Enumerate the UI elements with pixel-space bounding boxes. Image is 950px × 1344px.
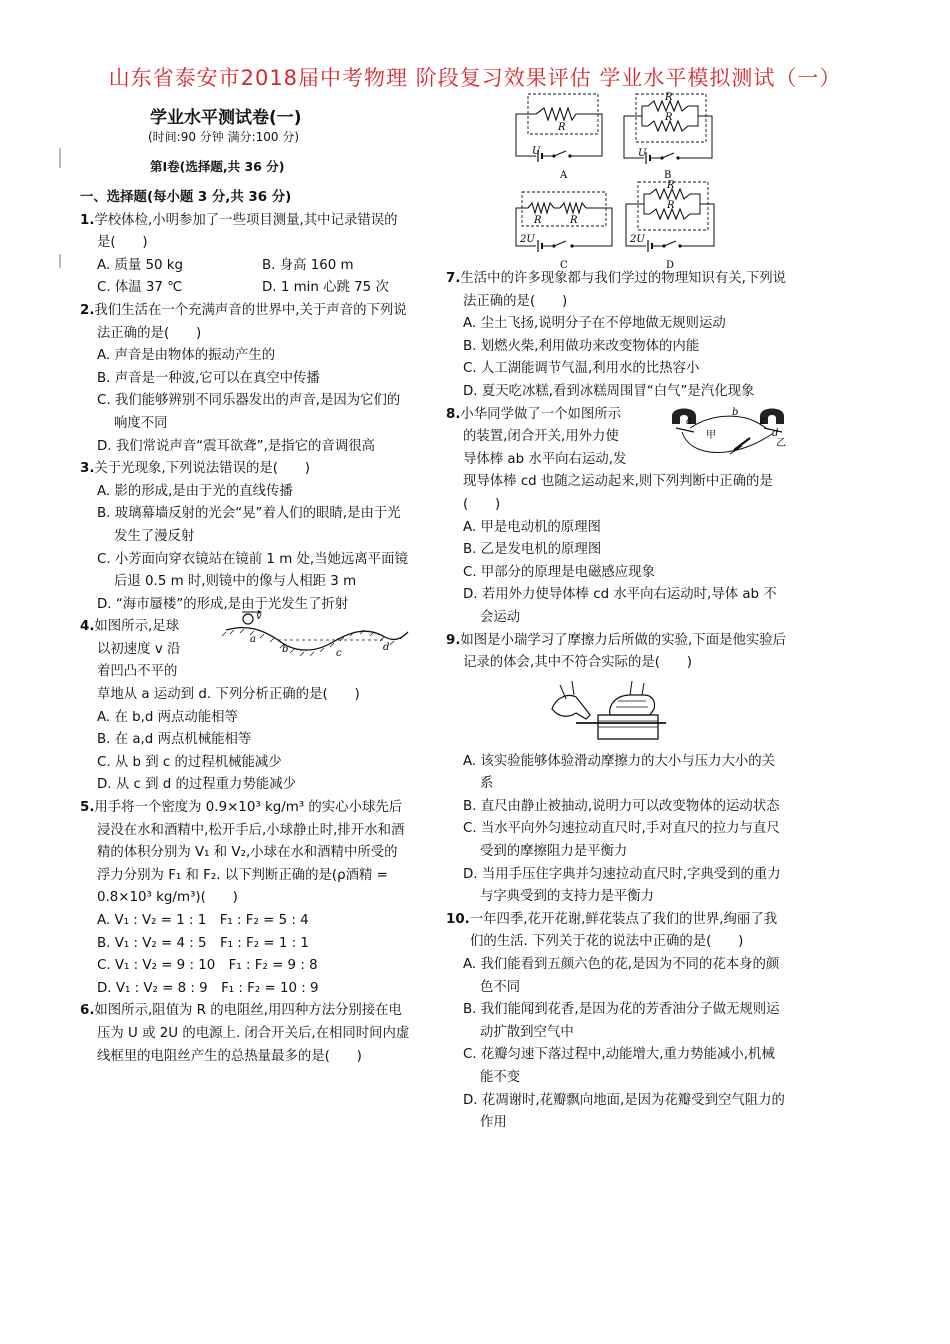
circuit-diagrams	[508, 88, 778, 270]
question-stem: 学校体检,小明参加了一些项目测量,其中记录错误的是( )	[94, 212, 398, 251]
question-10	[446, 909, 788, 1135]
option-b: B. 身高 160 m	[262, 257, 354, 273]
option-b: B. 在 a,d 两点机械能相等	[97, 732, 252, 748]
label-u: U	[532, 146, 541, 157]
option-b: B. 划燃火柴,利用做功来改变物体的内能	[463, 338, 700, 354]
option-a: A. 在 b,d 两点动能相等	[97, 709, 238, 725]
question-number: 1.	[80, 212, 95, 228]
option-label-d: D	[666, 260, 675, 270]
option-c: C. 体温 37 ℃	[97, 280, 183, 296]
question-stem: 小华同学做了一个如图所示	[460, 406, 622, 422]
option-b: B. 我们能闻到花香,是因为花的芳香油分子做无规则运动扩散到空气中	[463, 1002, 780, 1040]
label-u: U	[638, 148, 647, 159]
label-a: a	[250, 634, 256, 646]
label-2u: 2U	[520, 234, 535, 245]
hand-left-icon	[552, 695, 590, 719]
question-number: 8.	[446, 406, 461, 422]
question-number: 7.	[446, 271, 461, 286]
question-stem: 的装置,闭合开关,用外力使	[463, 429, 619, 445]
part-title: 第Ⅰ卷(选择题,共 36 分)	[150, 159, 285, 174]
option-b: B. 乙是发电机的原理图	[463, 542, 602, 558]
option-label-c: C	[560, 260, 568, 270]
left-column	[80, 187, 410, 1068]
label-d: d	[772, 427, 779, 439]
option-c: C. 花瓣匀速下落过程中,动能增大,重力势能减小,机械能不变	[463, 1047, 775, 1085]
hand-right-icon	[610, 695, 655, 715]
label-b: b	[732, 406, 739, 418]
question-stem: 如图所示,足球	[94, 619, 180, 635]
paper-meta: (时间:90 分钟 满分:100 分)	[148, 130, 300, 144]
option-c: C. 人工湖能调节气温,利用水的比热容小	[463, 361, 700, 377]
question-6	[80, 1000, 410, 1068]
question-number: 9.	[446, 632, 461, 648]
option-a: A. V₁ : V₂ = 1 : 1 F₁ : F₂ = 5 : 4	[97, 913, 309, 928]
football-terrain-diagram	[218, 610, 413, 672]
option-a: A. 该实验能够体验滑动摩擦力的大小与压力大小的关系	[463, 753, 776, 792]
question-stem: 如图是小瑞学习了摩擦力后所做的实验,下面是他实验后记录的体会,其中不符合实际的是( )	[460, 632, 787, 671]
option-d: D. 若用外力使导体棒 cd 水平向右运动时,导体 ab 不会运动	[463, 587, 777, 625]
option-d: D. V₁ : V₂ = 8 : 9 F₁ : F₂ = 10 : 9	[97, 980, 319, 996]
circuit-a	[516, 94, 602, 181]
option-c: C. 当水平向外匀速拉动直尺时,手对直尺的拉力与直尺受到的摩擦阻力是平衡力	[463, 821, 780, 860]
option-c: C. 小芳面向穿衣镜站在镜前 1 m 处,当她远离平面镜后退 0.5 m 时,则镜中的像与人相距 3 m	[97, 551, 408, 590]
circuit-d	[626, 180, 714, 270]
question-stem: 导体棒 ab 水平向右运动,发	[463, 451, 627, 467]
question-stem: 现导体棒 cd 也随之运动起来,则下列判断中正确的是( )	[463, 474, 773, 512]
option-a: A. 影的形成,是由于光的直线传播	[97, 483, 293, 499]
label-2u: 2U	[630, 234, 645, 245]
resistor	[536, 108, 576, 120]
option-d: D. 当用手压住字典并匀速拉动直尺时,字典受到的重力与字典受到的支持力是平衡力	[463, 866, 781, 905]
label-yi: 乙	[776, 437, 786, 449]
option-a: A. 我们能看到五颜六色的花,是因为不同的花本身的颜色不同	[463, 957, 780, 995]
question-number: 3.	[80, 461, 95, 477]
electromagnetic-apparatus-diagram	[668, 402, 788, 466]
option-a: A. 尘土飞扬,说明分子在不停地做无规则运动	[463, 316, 726, 332]
option-d: D. 夏天吃冰糕,看到冰糕周围冒“白气”是汽化现象	[463, 383, 755, 399]
friction-experiment-diagram	[546, 679, 676, 747]
circuit-c	[516, 192, 612, 270]
label-c: c	[336, 648, 342, 660]
question-stem: 关于光现象,下列说法错误的是( )	[94, 461, 310, 477]
label-r: R	[558, 122, 566, 133]
question-stem: 如图所示,阻值为 R 的电阻丝,用四种方法分别接在电压为 U 或 2U 的电源上. 闭合开关后,在相同时间内虚线框里的电阻丝产生的总热量最多的是( )	[94, 1003, 410, 1064]
option-b: B. V₁ : V₂ = 4 : 5 F₁ : F₂ = 1 : 1	[97, 935, 309, 951]
label-d: d	[383, 642, 390, 654]
question-stem: 着凹凸不平的	[97, 664, 178, 680]
option-d: D. 我们常说声音“震耳欲聋”,是指它的音调很高	[97, 438, 375, 454]
option-c: C. 从 b 到 c 的过程机械能减少	[97, 754, 282, 770]
question-number: 2.	[80, 302, 95, 318]
question-8	[446, 404, 788, 630]
question-3	[80, 458, 410, 616]
question-2	[80, 300, 410, 458]
question-stem: 一年四季,花开花谢,鲜花装点了我们的世界,绚丽了我们的生活. 下列关于花的说法中正确的是( )	[469, 911, 778, 950]
ball-icon	[243, 614, 253, 624]
label-r: R	[665, 112, 673, 123]
scan-mark	[59, 148, 61, 168]
question-4	[80, 611, 410, 797]
label-r: R	[570, 215, 578, 226]
option-b: B. 声音是一种波,它可以在真空中传播	[97, 370, 320, 386]
question-stem: 我们生活在一个充满声音的世界中,关于声音的下列说法正确的是( )	[94, 302, 407, 341]
question-number: 6.	[80, 1003, 95, 1019]
circuit-b	[624, 92, 712, 181]
label-jia: 甲	[706, 429, 716, 441]
option-d: D. 从 c 到 d 的过程重力势能减少	[97, 777, 297, 793]
label-b: b	[282, 644, 289, 656]
resistor	[528, 203, 554, 213]
option-a: A. 质量 50 kg	[97, 257, 184, 273]
resistor	[560, 203, 586, 213]
question-7	[446, 268, 788, 404]
option-label-b: B	[664, 170, 672, 181]
option-d: D. 1 min 心跳 75 次	[262, 280, 389, 296]
option-c: C. V₁ : V₂ = 9 : 10 F₁ : F₂ = 9 : 8	[97, 958, 318, 974]
question-5	[80, 797, 410, 1000]
option-label-a: A	[560, 170, 568, 181]
option-a: A. 声音是由物体的振动产生的	[97, 348, 276, 364]
magnet-left	[672, 408, 696, 424]
option-c: C. 我们能够辨别不同乐器发出的声音,是因为它们的响度不同	[97, 393, 401, 431]
label-a: a	[686, 415, 692, 427]
label-c: c	[760, 415, 766, 427]
scan-mark	[59, 254, 61, 268]
label-v: v	[256, 611, 262, 623]
option-d: D. 花凋谢时,花瓣飘向地面,是因为花瓣受到空气阻力的作用	[463, 1092, 785, 1131]
option-c: C. 甲部分的原理是电磁感应现象	[463, 564, 655, 580]
label-r: R	[667, 200, 675, 211]
label-r: R	[534, 215, 542, 226]
question-number: 10.	[446, 911, 470, 927]
option-b: B. 直尺由静止被抽动,说明力可以改变物体的运动状态	[463, 798, 780, 814]
question-1	[80, 210, 410, 300]
question-number: 4.	[80, 619, 95, 635]
document-title: 山东省泰安市2018届中考物理 阶段复习效果评估 学业水平模拟测试（一）	[108, 66, 842, 90]
question-stem: 用手将一个密度为 0.9×10³ kg/m³ 的实心小球先后浸没在水和酒精中,松开手后,小球静止时,排开水和酒精的体积分别为 V₁ 和 V₂,小球在水和酒精中所受的浮力分别为 F₁ 和 F₂. 以下判断正确的是(ρ酒精 = 0.8×10³ kg/m³)( )	[94, 800, 405, 906]
label-r: R	[667, 180, 675, 191]
question-stem: 以初速度 v 沿	[97, 641, 181, 657]
section-heading: 一、选择题(每小题 3 分,共 36 分)	[80, 190, 292, 205]
question-stem: 生活中的许多现象都与我们学过的物理知识有关,下列说法正确的是( )	[460, 271, 787, 309]
option-b: B. 玻璃幕墙反射的光会“晃”着人们的眼睛,是由于光发生了漫反射	[97, 506, 401, 544]
paper-title: 学业水平测试卷(一)	[150, 108, 302, 128]
label-r: R	[665, 92, 673, 103]
option-a: A. 甲是电动机的原理图	[463, 519, 601, 535]
question-stem: 草地从 a 运动到 d. 下列分析正确的是( )	[97, 687, 360, 703]
question-number: 5.	[80, 800, 95, 816]
right-column	[446, 268, 788, 1135]
option-d: D. “海市蜃楼”的形成,是由于光发生了折射	[97, 596, 349, 612]
question-9	[446, 630, 788, 909]
